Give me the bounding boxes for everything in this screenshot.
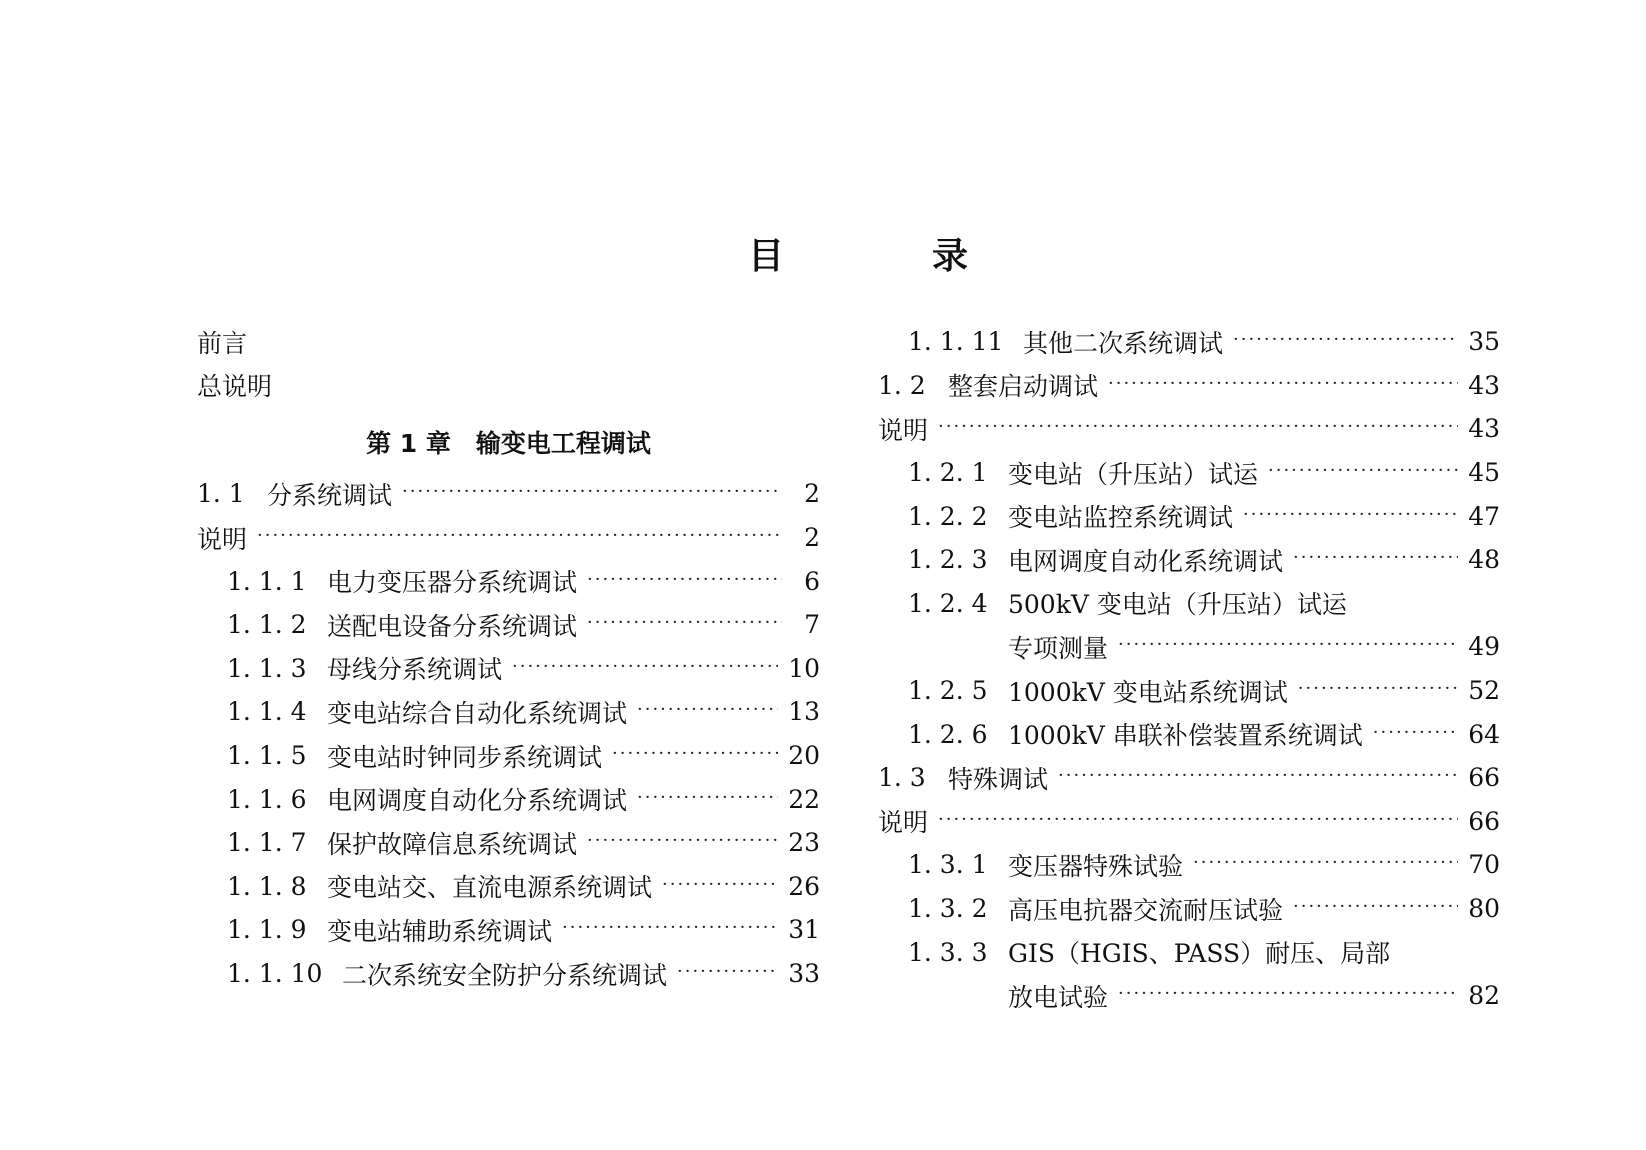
toc-number: 1. 1. 1 — [227, 566, 307, 596]
chapter-heading: 第 1 章 输变电工程调试 — [366, 428, 651, 458]
toc-number: 1. 3 — [878, 763, 926, 793]
toc-label: 二次系统安全防护分系统调试 — [342, 960, 668, 990]
toc-label: 放电试验 — [1008, 982, 1109, 1012]
toc-number: 1. 3. 1 — [908, 850, 988, 880]
toc-label: 说明 — [197, 524, 248, 554]
toc-label: 母线分系统调试 — [327, 655, 503, 685]
toc-number: 1. 3. 2 — [908, 894, 988, 924]
toc-entry[interactable] — [878, 712, 1500, 756]
toc-label: 变电站辅助系统调试 — [327, 916, 553, 946]
toc-entry[interactable] — [878, 930, 1500, 974]
toc-page-number: 26 — [788, 871, 820, 901]
toc-number: 1. 2. 4 — [908, 588, 988, 618]
dot-leader — [1293, 896, 1458, 917]
toc-page-number: 20 — [788, 741, 820, 771]
toc-label: 其他二次系统调试 — [1023, 328, 1224, 358]
toc-label: 变压器特殊试验 — [1008, 851, 1184, 881]
toc-label: 电网调度自动化系统调试 — [1008, 546, 1284, 576]
toc-label: 说明 — [878, 415, 929, 445]
toc-number: 1. 2. 1 — [908, 458, 988, 488]
toc-number: 1. 1. 10 — [227, 959, 323, 989]
toc-entry-preface[interactable] — [197, 320, 820, 364]
toc-entry[interactable] — [197, 559, 820, 603]
toc-entry[interactable] — [878, 887, 1500, 931]
dot-leader — [1233, 329, 1458, 350]
toc-number: 1. 1. 2 — [227, 610, 307, 640]
toc-entry[interactable] — [878, 364, 1500, 408]
toc-entry-continuation[interactable] — [878, 625, 1500, 669]
toc-entry-continuation[interactable] — [878, 974, 1500, 1018]
toc-entry[interactable] — [878, 843, 1500, 887]
toc-page-number: 23 — [788, 828, 820, 858]
toc-number: 1. 1. 4 — [227, 697, 307, 727]
dot-leader — [587, 612, 782, 633]
dot-leader — [512, 656, 778, 677]
dot-leader — [637, 787, 778, 808]
toc-page-number: 64 — [1468, 719, 1500, 749]
toc-entry[interactable] — [878, 320, 1500, 364]
toc-page-number: 2 — [804, 523, 820, 553]
dot-leader — [938, 809, 1458, 830]
toc-page-number: 43 — [1468, 370, 1500, 400]
toc-page-number: 80 — [1468, 894, 1500, 924]
toc-entry[interactable] — [197, 603, 820, 647]
toc-label: 变电站综合自动化系统调试 — [327, 698, 628, 728]
dot-leader — [612, 743, 778, 764]
dot-leader — [1243, 504, 1458, 525]
dot-leader — [402, 481, 782, 502]
toc-number: 1. 1. 6 — [227, 784, 307, 814]
toc-label: 专项测量 — [1008, 633, 1109, 663]
toc-entry-general[interactable] — [197, 364, 820, 408]
toc-number: 1. 2. 5 — [908, 676, 988, 706]
toc-page-number: 66 — [1468, 763, 1500, 793]
toc-label: GIS（HGIS、PASS）耐压、局部 — [1008, 939, 1391, 969]
page-title — [748, 228, 968, 278]
toc-page-number: 82 — [1468, 981, 1500, 1011]
toc-label: 变电站监控系统调试 — [1008, 503, 1234, 533]
toc-page-number: 43 — [1468, 414, 1500, 444]
toc-number: 1. 2 — [878, 370, 926, 400]
toc-label: 分系统调试 — [267, 480, 393, 510]
dot-leader — [1293, 547, 1458, 568]
toc-number: 1. 1. 8 — [227, 871, 307, 901]
toc-entry[interactable] — [878, 407, 1500, 451]
toc-entry[interactable] — [878, 669, 1500, 713]
dot-leader — [677, 961, 778, 982]
toc-number: 1. 3. 3 — [908, 937, 988, 967]
toc-label: 总说明 — [197, 372, 273, 402]
toc-page-number: 33 — [788, 959, 820, 989]
toc-entry[interactable] — [197, 472, 820, 516]
toc-number: 1. 1. 11 — [908, 327, 1004, 357]
toc-page-number: 35 — [1468, 327, 1500, 357]
toc-number: 1. 2. 6 — [908, 719, 988, 749]
dot-leader — [1108, 373, 1458, 394]
toc-page-number: 7 — [804, 610, 820, 640]
toc-left-column — [197, 320, 820, 995]
toc-number: 1. 1. 7 — [227, 828, 307, 858]
dot-leader — [1118, 634, 1458, 655]
toc-page-number: 10 — [788, 653, 820, 683]
toc-page-number: 70 — [1468, 850, 1500, 880]
toc-page-number: 47 — [1468, 501, 1500, 531]
toc-entry[interactable] — [197, 821, 820, 865]
toc-right-column — [878, 320, 1500, 1018]
toc-entry[interactable] — [197, 952, 820, 996]
toc-number: 1. 1. 9 — [227, 915, 307, 945]
toc-entry[interactable] — [878, 538, 1500, 582]
toc-label: 前言 — [197, 328, 248, 358]
dot-leader — [1193, 852, 1458, 873]
toc-label: 保护故障信息系统调试 — [327, 829, 578, 859]
toc-label: 变电站交、直流电源系统调试 — [327, 873, 653, 903]
toc-entry[interactable] — [197, 908, 820, 952]
toc-entry[interactable] — [878, 494, 1500, 538]
toc-entry[interactable] — [878, 582, 1500, 626]
toc-entry[interactable] — [878, 756, 1500, 800]
toc-page-number: 13 — [788, 697, 820, 727]
toc-label: 1000kV 串联补偿装置系统调试 — [1008, 721, 1363, 751]
toc-page-number: 6 — [804, 566, 820, 596]
toc-page-number: 22 — [788, 784, 820, 814]
dot-leader — [1298, 678, 1458, 699]
toc-entry[interactable] — [197, 647, 820, 691]
toc-number: 1. 1 — [197, 479, 245, 509]
toc-entry[interactable] — [878, 451, 1500, 495]
toc-number: 1. 1. 5 — [227, 741, 307, 771]
toc-label: 500kV 变电站（升压站）试运 — [1008, 590, 1347, 620]
toc-label: 1000kV 变电站系统调试 — [1008, 677, 1288, 707]
dot-leader — [1373, 722, 1458, 743]
dot-leader — [637, 699, 778, 720]
title-char-1: 目 — [748, 235, 785, 277]
toc-page-number: 45 — [1468, 458, 1500, 488]
toc-number: 1. 2. 2 — [908, 501, 988, 531]
toc-page-number: 49 — [1468, 632, 1500, 662]
toc-number: 1. 1. 3 — [227, 653, 307, 683]
toc-entry[interactable] — [197, 734, 820, 778]
toc-label: 送配电设备分系统调试 — [327, 611, 578, 641]
toc-label: 说明 — [878, 808, 929, 838]
dot-leader — [562, 917, 778, 938]
toc-entry[interactable] — [878, 800, 1500, 844]
toc-label: 变电站（升压站）试运 — [1008, 459, 1259, 489]
dot-leader — [1268, 460, 1458, 481]
toc-entry[interactable] — [197, 777, 820, 821]
toc-label: 高压电抗器交流耐压试验 — [1008, 895, 1284, 925]
title-char-2: 录 — [931, 235, 968, 277]
toc-page-number: 66 — [1468, 806, 1500, 836]
toc-label: 整套启动调试 — [948, 372, 1099, 402]
dot-leader — [587, 830, 778, 851]
toc-number: 1. 2. 3 — [908, 545, 988, 575]
toc-page-number: 52 — [1468, 676, 1500, 706]
toc-label: 特殊调试 — [948, 764, 1049, 794]
dot-leader — [257, 525, 782, 546]
dot-leader — [1058, 765, 1458, 786]
dot-leader — [662, 874, 778, 895]
toc-entry[interactable] — [197, 690, 820, 734]
dot-leader — [1118, 983, 1458, 1004]
toc-page-number: 48 — [1468, 545, 1500, 575]
toc-entry[interactable] — [197, 516, 820, 560]
dot-leader — [938, 416, 1458, 437]
toc-page-number: 2 — [804, 479, 820, 509]
toc-page-number: 31 — [788, 915, 820, 945]
toc-label: 电网调度自动化分系统调试 — [327, 786, 628, 816]
dot-leader — [587, 569, 782, 590]
toc-label: 变电站时钟同步系统调试 — [327, 742, 603, 772]
toc-label: 电力变压器分系统调试 — [327, 568, 578, 598]
toc-entry[interactable] — [197, 865, 820, 909]
